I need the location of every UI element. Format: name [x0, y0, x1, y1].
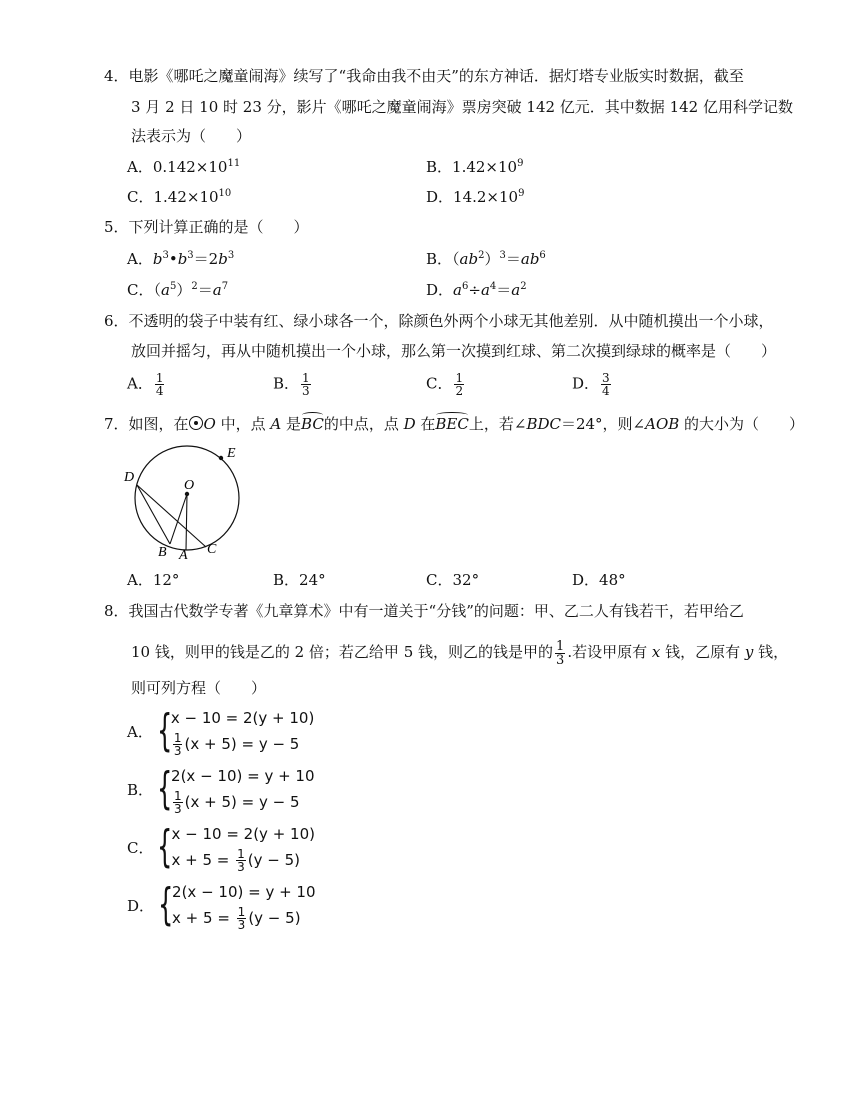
option-label: D．: [426, 281, 454, 299]
fraction-numerator: 1: [174, 789, 182, 803]
q8-option-d: [127, 879, 316, 931]
q5-stem: 5．下列计算正确的是（ ）: [104, 218, 309, 236]
q8-option-a: [127, 705, 314, 757]
option-label: B．: [273, 571, 300, 589]
equation-2: [171, 789, 315, 815]
option-text: 32°: [452, 571, 480, 589]
equation-2: [171, 731, 315, 757]
arc-label: BC: [301, 415, 324, 433]
option-label: A．: [127, 158, 153, 176]
eq-fraction: [236, 848, 246, 873]
eq-text: (y − 5): [248, 909, 301, 927]
stem-fraction: [555, 640, 565, 667]
circle-dot-symbol: [189, 416, 203, 430]
fraction-denominator: 3: [237, 860, 245, 874]
equation-1: x − 10 = 2(y + 10): [170, 709, 315, 727]
option-label: C．: [127, 281, 154, 299]
option-label: D．: [127, 896, 155, 915]
q5-option-b: B．$(ab^2)^3=ab^6$: [426, 250, 546, 268]
option-label: A．: [127, 722, 153, 741]
point-d: D: [403, 415, 416, 433]
option-label: C．: [127, 838, 154, 857]
label-d: D: [124, 470, 135, 485]
equation-1: 2(x − 10) = y + 10: [171, 767, 315, 785]
q8-stem-line1: 8．我国古代数学专著《九章算术》中有一道关于“分钱”的问题：甲、乙二人有钱若干，若甲给乙: [104, 602, 744, 620]
stem-text: 7．如图，在: [104, 415, 189, 433]
eq-fraction: [237, 906, 247, 931]
equation-system: [172, 879, 316, 931]
circle-figure: [120, 440, 250, 565]
stem-text: 的大小为（ ）: [679, 415, 805, 433]
arc-bc: [301, 414, 324, 434]
label-a: A: [179, 548, 188, 563]
option-label: A．: [127, 571, 153, 589]
option-label: C．: [127, 188, 154, 206]
label-e: E: [227, 446, 236, 461]
q4-option-b: [426, 157, 523, 177]
stem-text: 上，若∠: [468, 415, 527, 433]
q5-option-d: D．$a^6\div a^4=a^2$: [426, 281, 527, 299]
option-base: 1.42×10: [153, 188, 219, 206]
brace-symbol: {: [158, 879, 174, 930]
q5-option-a: A．$b^3•b^3=2b^3$: [127, 250, 235, 268]
stem-text: .若设甲原有: [567, 643, 652, 661]
q4-option-c: [127, 187, 231, 207]
q6-option-d: [572, 372, 613, 397]
fraction-numerator: 1: [455, 371, 464, 385]
equation-2: [171, 847, 315, 873]
fraction-denominator: 3: [302, 384, 310, 398]
option-fraction: [301, 372, 311, 397]
q4-option-a: [127, 157, 240, 177]
q6-stem-line2: 放回并摇匀，再从中随机摸出一个小球，那么第一次摸到红球、第二次摸到绿球的概率是（ ）: [131, 342, 777, 360]
stem-text: 10 钱，则甲的钱是乙的 2 倍；若乙给甲 5 钱，则乙的钱是甲的: [131, 643, 554, 661]
q4-option-d: [426, 187, 524, 207]
fraction-denominator: 3: [237, 918, 246, 932]
option-base: 1.42×10: [452, 158, 518, 176]
brace-symbol: {: [156, 705, 173, 756]
var-y: y: [744, 643, 754, 661]
equation-2: [172, 905, 316, 931]
option-exponent: 11: [227, 158, 241, 169]
segment-oa: [186, 494, 187, 550]
label-b: B: [158, 545, 167, 560]
option-label: B．: [426, 250, 453, 268]
fraction-denominator: 4: [155, 384, 164, 398]
arc-label: BEC: [435, 415, 469, 433]
eq-text: x + 5 =: [171, 851, 235, 869]
segment-ob: [170, 494, 187, 544]
equation-system: [171, 821, 315, 873]
q8-stem-line3: 则可列方程（ ）: [131, 679, 267, 697]
option-label: B．: [127, 780, 154, 799]
brace-symbol: {: [157, 763, 173, 814]
option-text: 24°: [299, 571, 326, 589]
option-label: C．: [426, 374, 453, 393]
eq-text: x + 5 =: [172, 909, 235, 927]
option-label: C．: [426, 571, 453, 589]
q4-stem-line3: 法表示为（ ）: [131, 127, 252, 145]
fraction-denominator: 2: [455, 384, 464, 398]
circle-name: O: [203, 415, 216, 433]
stem-text: 中，点: [215, 415, 271, 433]
fraction-numerator: 1: [155, 371, 164, 385]
point-a: A: [270, 415, 282, 433]
stem-text: 钱，乙原有: [660, 643, 745, 661]
angle-bdc: BDC: [526, 415, 561, 433]
option-fraction: [601, 372, 611, 397]
var-x: x: [651, 643, 661, 661]
q7-option-b: [273, 570, 326, 590]
q8-stem-line2: [131, 638, 788, 667]
option-label: A．: [127, 250, 153, 268]
q7-option-c: [426, 570, 479, 590]
equation-system: [171, 705, 315, 757]
stem-text: 的中点，点: [323, 415, 404, 433]
eq-text: (x + 5) = y − 5: [184, 735, 300, 753]
q8-option-b: [127, 763, 315, 815]
point-e-dot: [219, 456, 223, 460]
eq-text: (x + 5) = y − 5: [184, 793, 300, 811]
segment-db: [137, 485, 170, 544]
arc-bec: [435, 414, 468, 434]
eq-text: (y − 5): [247, 851, 300, 869]
option-fraction: [155, 372, 165, 397]
q4-stem-line1: 4．电影《哪吒之魔童闹海》续写了“我命由我不由天”的东方神话．据灯塔专业版实时数据，截至: [104, 67, 744, 85]
q6-option-c: [426, 372, 466, 397]
option-base: 0.142×10: [152, 158, 228, 176]
q7-option-d: [572, 570, 626, 590]
q6-stem-line1: 6．不透明的袋子中装有红、绿小球各一个，除颜色外两个小球无其他差别．从中随机摸出一个小球，: [104, 312, 774, 330]
option-text: 12°: [152, 571, 180, 589]
fraction-numerator: 1: [556, 638, 565, 654]
stem-text: ＝24°，则∠: [560, 415, 646, 433]
option-base: 14.2×10: [453, 188, 519, 206]
stem-text: 在: [415, 415, 436, 433]
option-text: 48°: [599, 571, 626, 589]
q6-option-b: [273, 372, 313, 397]
q7-stem: [104, 414, 804, 434]
equation-system: [171, 763, 315, 815]
q8-option-c: [127, 821, 315, 873]
fraction-denominator: 3: [173, 744, 182, 758]
segment-dc: [137, 485, 206, 547]
fraction-numerator: 3: [602, 371, 610, 385]
stem-text: 钱，: [753, 643, 789, 661]
fraction-numerator: 1: [302, 371, 310, 385]
option-label: B．: [273, 374, 300, 393]
label-c: C: [207, 542, 217, 557]
option-label: B．: [426, 158, 453, 176]
q6-option-a: [127, 372, 166, 397]
fraction-denominator: 3: [174, 802, 182, 816]
eq-fraction: [173, 790, 183, 815]
q5-option-c: C．$(a^5)^2=a^7$: [127, 281, 229, 299]
option-exponent: 10: [218, 188, 232, 199]
label-o: O: [184, 478, 195, 493]
option-exponent: 9: [517, 158, 524, 169]
fraction-numerator: 1: [237, 905, 246, 919]
option-label: D．: [572, 571, 600, 589]
equation-1: 2(x − 10) = y + 10: [172, 883, 316, 901]
fraction-numerator: 1: [237, 847, 245, 861]
fraction-denominator: 4: [602, 384, 610, 398]
stem-text: 是: [281, 415, 302, 433]
q4-stem-line2: 3 月 2 日 10 时 23 分，影片《哪吒之魔童闹海》票房突破 142 亿元．其中数据 142 亿用科学记数: [131, 98, 793, 116]
angle-aob: AOB: [645, 415, 680, 433]
option-exponent: 9: [518, 188, 525, 199]
fraction-numerator: 1: [173, 731, 182, 745]
option-label: A．: [127, 374, 153, 393]
option-fraction: [454, 372, 464, 397]
eq-fraction: [173, 732, 183, 757]
option-label: D．: [572, 374, 600, 393]
option-label: D．: [426, 188, 454, 206]
brace-symbol: {: [157, 821, 173, 872]
equation-1: x − 10 = 2(y + 10): [171, 825, 315, 843]
fraction-denominator: 3: [556, 652, 565, 668]
q7-option-a: [127, 570, 179, 590]
